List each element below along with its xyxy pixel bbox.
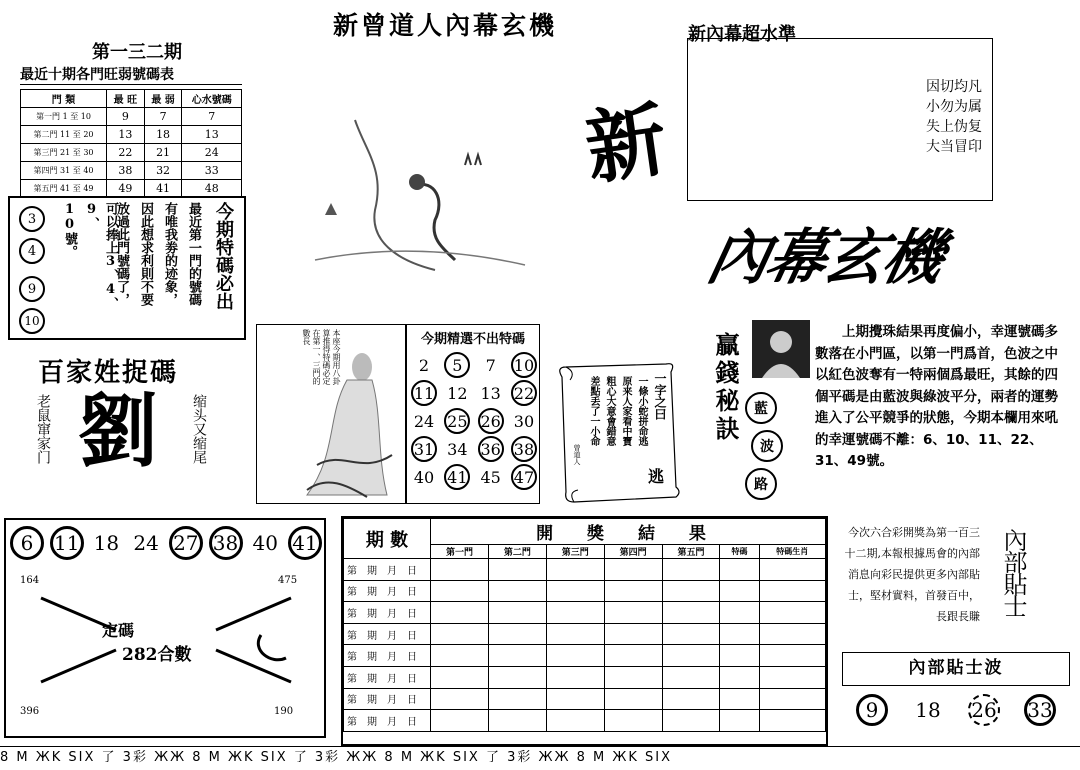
period-cell: 第 期 月 日 — [344, 710, 431, 732]
result-cell — [431, 559, 489, 581]
result-cell — [662, 623, 720, 645]
ball: 27 — [169, 526, 203, 560]
cell-min: 21 — [144, 144, 182, 162]
result-cell — [604, 688, 662, 710]
period-cell: 第 期 月 日 — [344, 666, 431, 688]
result-cell — [662, 602, 720, 624]
result-cell — [759, 623, 825, 645]
cell-pick: 13 — [182, 126, 242, 144]
inside-text: 今次六合彩開獎為第一百三十二期,本報根據馬會的內部消息向彩民提供更多內部貼士，堅材實料，首發百中，長跟長賺 — [844, 526, 980, 623]
ball: 11 — [411, 380, 437, 406]
ball: 36 — [478, 436, 504, 462]
ball: 40 — [413, 467, 435, 487]
tip-col: 有唯我劵的迹象， — [162, 202, 177, 306]
ball: 9 — [19, 276, 45, 302]
stats-title: 最近十期各門旺弱號碼表 — [20, 64, 242, 85]
ball: 38 — [511, 436, 537, 462]
result-cell — [546, 559, 604, 581]
period-cell: 第 期 月 日 — [344, 688, 431, 710]
tip-numbers — [19, 206, 47, 334]
result-cell — [546, 688, 604, 710]
scroll-title: 一字之曰 — [653, 372, 667, 420]
period-cell: 第 期 月 日 — [344, 645, 431, 667]
ball: 24 — [133, 531, 159, 555]
stats-col-min: 最 弱 — [144, 90, 182, 108]
result-cell — [488, 602, 546, 624]
inside-numbers — [856, 694, 1056, 726]
results-col-header: 第三門 — [546, 545, 604, 559]
portrait — [752, 320, 810, 378]
row-label: 第三門 21 至 30 — [21, 144, 107, 162]
cell-min: 41 — [144, 180, 182, 198]
figure-note: 本座今期用八卦算推得特碼必定在第一、三門的數長 — [302, 329, 341, 385]
tip-col: 10號。 — [62, 202, 77, 258]
row-label: 第一門 1 至 10 — [21, 108, 107, 126]
result-cell — [431, 580, 489, 602]
hot-picks-row — [411, 379, 537, 407]
table-row — [344, 645, 826, 667]
person-icon — [752, 320, 810, 378]
xin-calligraphy: 新 — [579, 91, 673, 197]
stats-col-pick: 心水號碼 — [182, 90, 242, 108]
ball: 10 — [511, 352, 537, 378]
scroll-line: 粗心大意會錯意 — [604, 376, 615, 446]
cell-pick: 33 — [182, 162, 242, 180]
result-cell — [720, 580, 759, 602]
tip-col: 最近第一門的號碼 — [186, 202, 201, 306]
page-title: 新曾道人內幕玄機 — [333, 11, 558, 40]
results-col-header: 第二門 — [488, 545, 546, 559]
table-row — [344, 623, 826, 645]
result-cell — [662, 580, 720, 602]
cell-pick: 24 — [182, 144, 242, 162]
scroll-line: 一條小蛇拼命逃 — [636, 376, 647, 446]
table-row — [344, 602, 826, 624]
ball: 45 — [480, 467, 501, 487]
stats-header-row — [21, 90, 242, 108]
surname-title: 百家姓捉碼 — [38, 358, 179, 388]
result-cell — [546, 666, 604, 688]
result-cell — [431, 623, 489, 645]
result-cell — [546, 645, 604, 667]
result-cell — [488, 623, 546, 645]
row-label: 第四門 31 至 40 — [21, 162, 107, 180]
corner-number: 164 — [20, 575, 40, 586]
footer-strip: 8 M ЖK SIX 了 3彩 ЖЖ 8 M ЖK SIX 了 3彩 ЖЖ 8 M ЖK SIX 了 3彩 ЖЖ 8 M ЖK SIX — [0, 746, 1080, 769]
cell-max: 38 — [107, 162, 145, 180]
cell-max: 13 — [107, 126, 145, 144]
table-row — [344, 580, 826, 602]
result-cell — [546, 710, 604, 732]
hot-picks-grid — [411, 351, 537, 491]
result-cell — [604, 580, 662, 602]
ball: 31 — [411, 436, 437, 462]
results-col-header: 特碼 — [720, 545, 759, 559]
cell-pick: 48 — [182, 180, 242, 198]
stats-panel — [20, 64, 242, 198]
secret-title: 贏錢秘訣 — [711, 332, 740, 444]
result-cell — [546, 580, 604, 602]
corner-number: 475 — [278, 575, 298, 586]
ball: 41 — [444, 464, 470, 490]
ball: 40 — [252, 531, 278, 555]
tip-col: 放過此門號碼了， — [114, 202, 129, 306]
period-cell: 第 期 月 日 — [344, 602, 431, 624]
hot-picks-row — [411, 435, 537, 463]
table-row — [21, 144, 242, 162]
inside-title: 內部貼士波 — [908, 658, 1004, 678]
result-cell — [546, 623, 604, 645]
result-cell — [759, 710, 825, 732]
fixed-numbers-panel — [4, 518, 326, 738]
table-row — [21, 180, 242, 198]
result-cell — [720, 710, 759, 732]
results-panel — [341, 516, 828, 746]
table-row — [344, 688, 826, 710]
riddle-line: 因切均凡 — [926, 79, 982, 95]
result-cell — [488, 710, 546, 732]
tip-col: 因此想求利則不要 — [138, 202, 153, 306]
result-cell — [488, 559, 546, 581]
table-row — [344, 710, 826, 732]
result-cell — [604, 559, 662, 581]
result-cell — [759, 559, 825, 581]
result-cell — [720, 645, 759, 667]
ball: 34 — [447, 439, 468, 459]
ball: 18 — [93, 531, 120, 555]
ball: 9 — [856, 694, 888, 726]
inside-stamp: 內部貼士 — [999, 528, 1027, 616]
hot-picks-row — [411, 463, 537, 491]
results-col-header: 第五門 — [662, 545, 720, 559]
table-row — [344, 666, 826, 688]
neimu-logo: 內幕玄機 — [701, 223, 949, 293]
tip-side-title: 今期特碼必出 — [213, 202, 234, 310]
secret-balls — [745, 392, 790, 500]
ball: 10 — [19, 308, 45, 334]
table-row — [21, 126, 242, 144]
results-title-right: 開 獎 結 果 — [431, 519, 826, 545]
result-cell — [604, 645, 662, 667]
result-cell — [720, 666, 759, 688]
scroll-stamp: 逃 — [648, 467, 665, 486]
results-title-left: 期 數 — [344, 519, 431, 559]
ball: 2 — [418, 355, 430, 375]
hot-picks-row — [411, 407, 537, 435]
result-cell — [546, 602, 604, 624]
result-cell — [720, 688, 759, 710]
result-cell — [662, 666, 720, 688]
result-cell — [604, 602, 662, 624]
goddess-figure — [287, 335, 402, 500]
result-cell — [488, 580, 546, 602]
result-cell — [759, 666, 825, 688]
corner-number: 396 — [20, 706, 40, 717]
cell-pick: 7 — [182, 108, 242, 126]
result-cell — [431, 710, 489, 732]
riddle-box — [687, 38, 993, 201]
ball: 25 — [444, 408, 470, 434]
result-cell — [720, 602, 759, 624]
row-label: 第五門 41 至 49 — [21, 180, 107, 198]
cell-min: 18 — [144, 126, 182, 144]
ball: 4 — [19, 238, 45, 264]
fixed-number-row — [10, 526, 322, 560]
ball: 38 — [209, 526, 243, 560]
result-cell — [662, 645, 720, 667]
ball: 藍 — [745, 392, 777, 424]
table-row — [344, 559, 826, 581]
period-cell: 第 期 月 日 — [344, 623, 431, 645]
stats-col-max: 最 旺 — [107, 90, 145, 108]
result-cell — [759, 602, 825, 624]
riddle-line: 大当冒印 — [926, 139, 982, 155]
surname-left-words: 老鼠窜家门 — [35, 394, 51, 464]
ball: 7 — [485, 355, 496, 375]
results-col-header: 第一門 — [431, 545, 489, 559]
analysis-text: 上期攪珠結果再度偏小，幸運號碼多數落在小門區，以第一門爲首，色波之中以紅色波奪有一特兩個爲最旺，其餘的四個平碼是由藍波與綠波平分，兩者的運勢進入了公平競爭的狀態，今期本欄用來吼的幸運號碼不離：6、10、11、22、31、49號。 — [815, 324, 1058, 469]
period-cell: 第 期 月 日 — [344, 559, 431, 581]
result-cell — [759, 645, 825, 667]
ball: 波 — [751, 430, 783, 462]
cell-min: 32 — [144, 162, 182, 180]
ball: 41 — [288, 526, 322, 560]
fixed-label: 定碼 — [102, 621, 135, 640]
riddle-text — [926, 77, 982, 157]
stats-table — [20, 89, 242, 198]
ball: 12 — [447, 383, 468, 403]
result-cell — [488, 666, 546, 688]
table-row — [21, 108, 242, 126]
riddle-line: 失上伪复 — [926, 119, 982, 135]
ball: 18 — [915, 698, 941, 722]
surname-char: 劉 — [78, 384, 158, 478]
ball: 33 — [1024, 694, 1056, 726]
ball: 路 — [745, 468, 777, 500]
result-cell — [431, 602, 489, 624]
result-cell — [662, 688, 720, 710]
result-cell — [431, 688, 489, 710]
hot-picks-panel — [406, 324, 540, 504]
ball: 11 — [50, 526, 84, 560]
cell-max: 49 — [107, 180, 145, 198]
figure-panel — [256, 324, 406, 504]
results-title-row — [344, 519, 826, 545]
tip-col: 可以捧上3、4、9、 — [84, 202, 118, 310]
cell-max: 22 — [107, 144, 145, 162]
ball: 13 — [480, 383, 501, 403]
inside-title-box — [842, 652, 1070, 686]
result-cell — [431, 666, 489, 688]
result-cell — [604, 710, 662, 732]
ink-painting-sage — [295, 90, 545, 290]
ball: 26 — [968, 694, 1000, 726]
result-cell — [720, 559, 759, 581]
result-cell — [720, 623, 759, 645]
result-cell — [431, 645, 489, 667]
row-label: 第二門 11 至 20 — [21, 126, 107, 144]
top-right-title: 新內幕超水準 — [688, 24, 796, 45]
result-cell — [604, 623, 662, 645]
surname-right-words: 缩头又缩尾 — [191, 394, 207, 464]
ball: 3 — [19, 206, 45, 232]
scroll-panel — [556, 352, 686, 507]
ball: 26 — [478, 408, 504, 434]
result-cell — [662, 710, 720, 732]
results-table — [343, 518, 826, 732]
results-col-header: 第四門 — [604, 545, 662, 559]
scroll-signature: 曾道人 — [573, 444, 581, 465]
scroll-line: 原来人家看中寶 — [620, 376, 631, 446]
result-cell — [604, 666, 662, 688]
stats-col-type: 門 類 — [21, 90, 107, 108]
ball: 6 — [10, 526, 44, 560]
cell-min: 7 — [144, 108, 182, 126]
tip-box — [8, 196, 246, 340]
period-cell: 第 期 月 日 — [344, 580, 431, 602]
result-cell — [759, 688, 825, 710]
ball: 5 — [444, 352, 470, 378]
hot-picks-row — [411, 351, 537, 379]
period-label: 第一三二期 — [92, 42, 182, 63]
result-cell — [759, 580, 825, 602]
results-col-header: 特碼生肖 — [759, 545, 825, 559]
scroll-line: 差點丢了一小命 — [588, 376, 599, 446]
ball: 30 — [513, 411, 535, 431]
riddle-line: 小勿为属 — [926, 99, 982, 115]
ball: 22 — [511, 380, 537, 406]
ball: 24 — [413, 411, 435, 431]
ball: 47 — [511, 464, 537, 490]
result-cell — [488, 688, 546, 710]
fixed-sum: 282合數 — [122, 645, 192, 665]
corner-number: 190 — [274, 706, 294, 717]
hot-picks-title: 今期精選不出特碼 — [420, 332, 525, 347]
cell-max: 9 — [107, 108, 145, 126]
result-cell — [488, 645, 546, 667]
result-cell — [662, 559, 720, 581]
table-row — [21, 162, 242, 180]
